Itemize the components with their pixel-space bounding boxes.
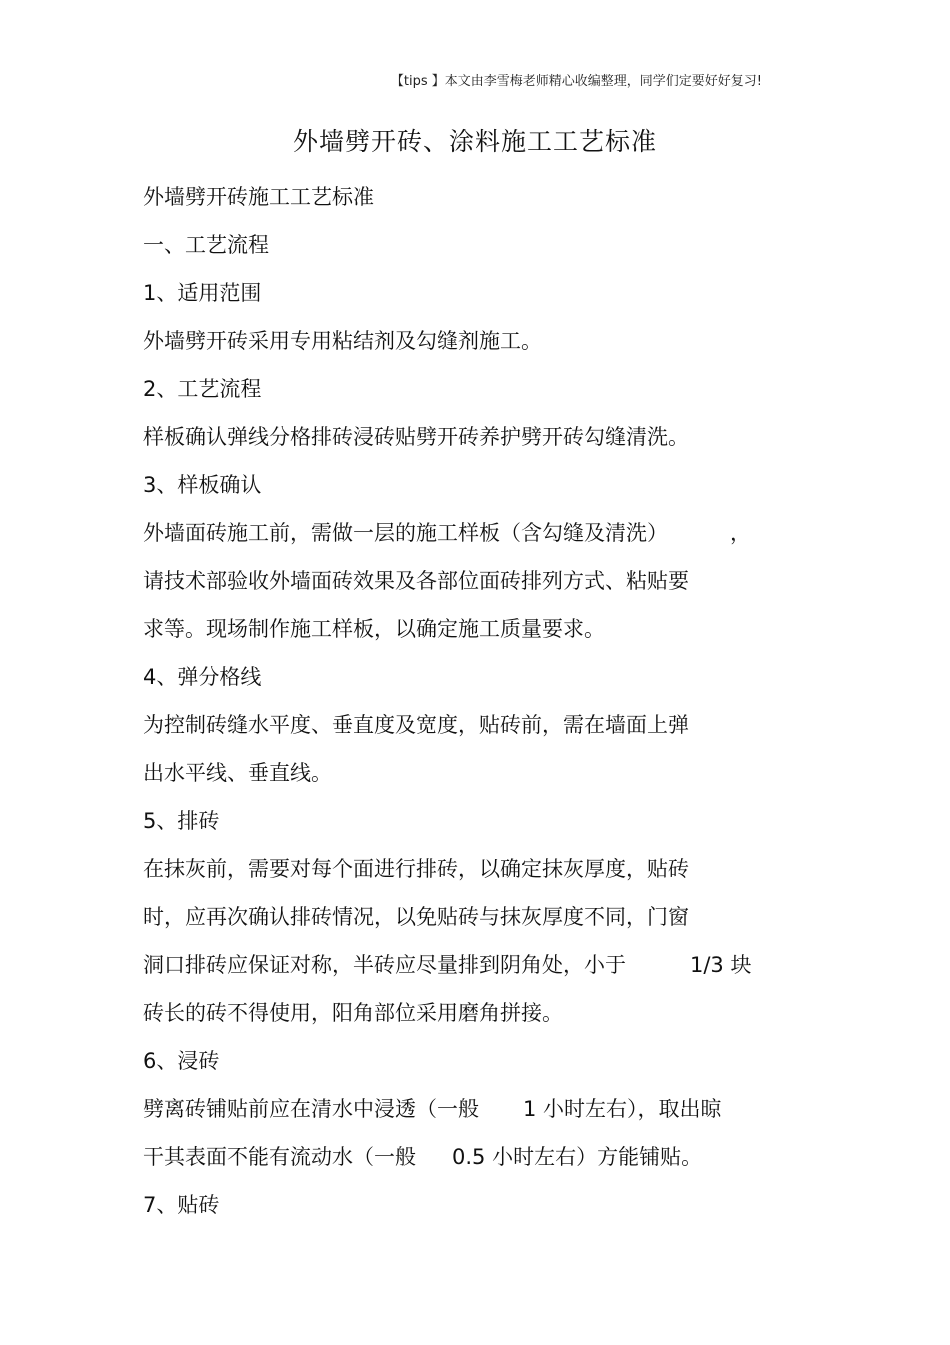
paragraph-line [143, 948, 823, 996]
paragraph-line: 出水平线、垂直线。 [143, 761, 332, 785]
paragraph-line: 求等。现场制作施工样板，以确定施工质量要求。 [143, 617, 605, 641]
subsection-heading: 5、排砖 [143, 809, 220, 833]
paragraph-text: 劈离砖铺贴前应在清水中浸透（一般 [143, 1097, 479, 1121]
paragraph-line [143, 1092, 823, 1140]
document-title: 外墙劈开砖、涂料施工工艺标准 [292, 127, 657, 156]
tips-header: 【tips 】本文由李雪梅老师精心收编整理，同学们定要好好复习! [390, 74, 762, 89]
paragraph-line: 请技术部验收外墙面砖效果及各部位面砖排列方式、粘贴要 [143, 569, 689, 593]
paragraph-text: ， [730, 521, 751, 545]
section-heading: 一、工艺流程 [143, 233, 269, 257]
subsection-heading: 3、样板确认 [143, 473, 262, 497]
subsection-heading: 1、适用范围 [143, 281, 262, 305]
paragraph-line: 外墙劈开砖采用专用粘结剂及勾缝剂施工。 [143, 329, 542, 353]
subsection-heading: 2、工艺流程 [143, 377, 262, 401]
paragraph-line: 在抹灰前，需要对每个面进行排砖，以确定抹灰厚度，贴砖 [143, 857, 689, 881]
subsection-heading: 7、贴砖 [143, 1193, 220, 1217]
paragraph-line: 为控制砖缝水平度、垂直度及宽度，贴砖前，需在墙面上弹 [143, 713, 689, 737]
paragraph-line: 时，应再次确认排砖情况，以免贴砖与抹灰厚度不同，门窗 [143, 905, 689, 929]
paragraph-text: 洞口排砖应保证对称，半砖应尽量排到阴角处，小于 [143, 953, 626, 977]
paragraph-line: 砖长的砖不得使用，阳角部位采用磨角拼接。 [143, 1001, 563, 1025]
subtitle-line: 外墙劈开砖施工工艺标准 [143, 185, 374, 209]
paragraph-line [143, 1140, 823, 1188]
paragraph-text: 1 小时左右），取出晾 [523, 1097, 722, 1121]
subsection-heading: 6、浸砖 [143, 1049, 220, 1073]
paragraph-text: 外墙面砖施工前，需做一层的施工样板（含勾缝及清洗） [143, 521, 668, 545]
paragraph-line [143, 516, 823, 564]
subsection-heading: 4、弹分格线 [143, 665, 262, 689]
document-body [143, 180, 823, 1236]
paragraph-text: 0.5 小时左右）方能铺贴。 [452, 1145, 703, 1169]
paragraph-text: 1/3 块 [690, 953, 752, 977]
paragraph-line: 样板确认弹线分格排砖浸砖贴劈开砖养护劈开砖勾缝清洗。 [143, 425, 689, 449]
paragraph-text: 干其表面不能有流动水（一般 [143, 1145, 416, 1169]
